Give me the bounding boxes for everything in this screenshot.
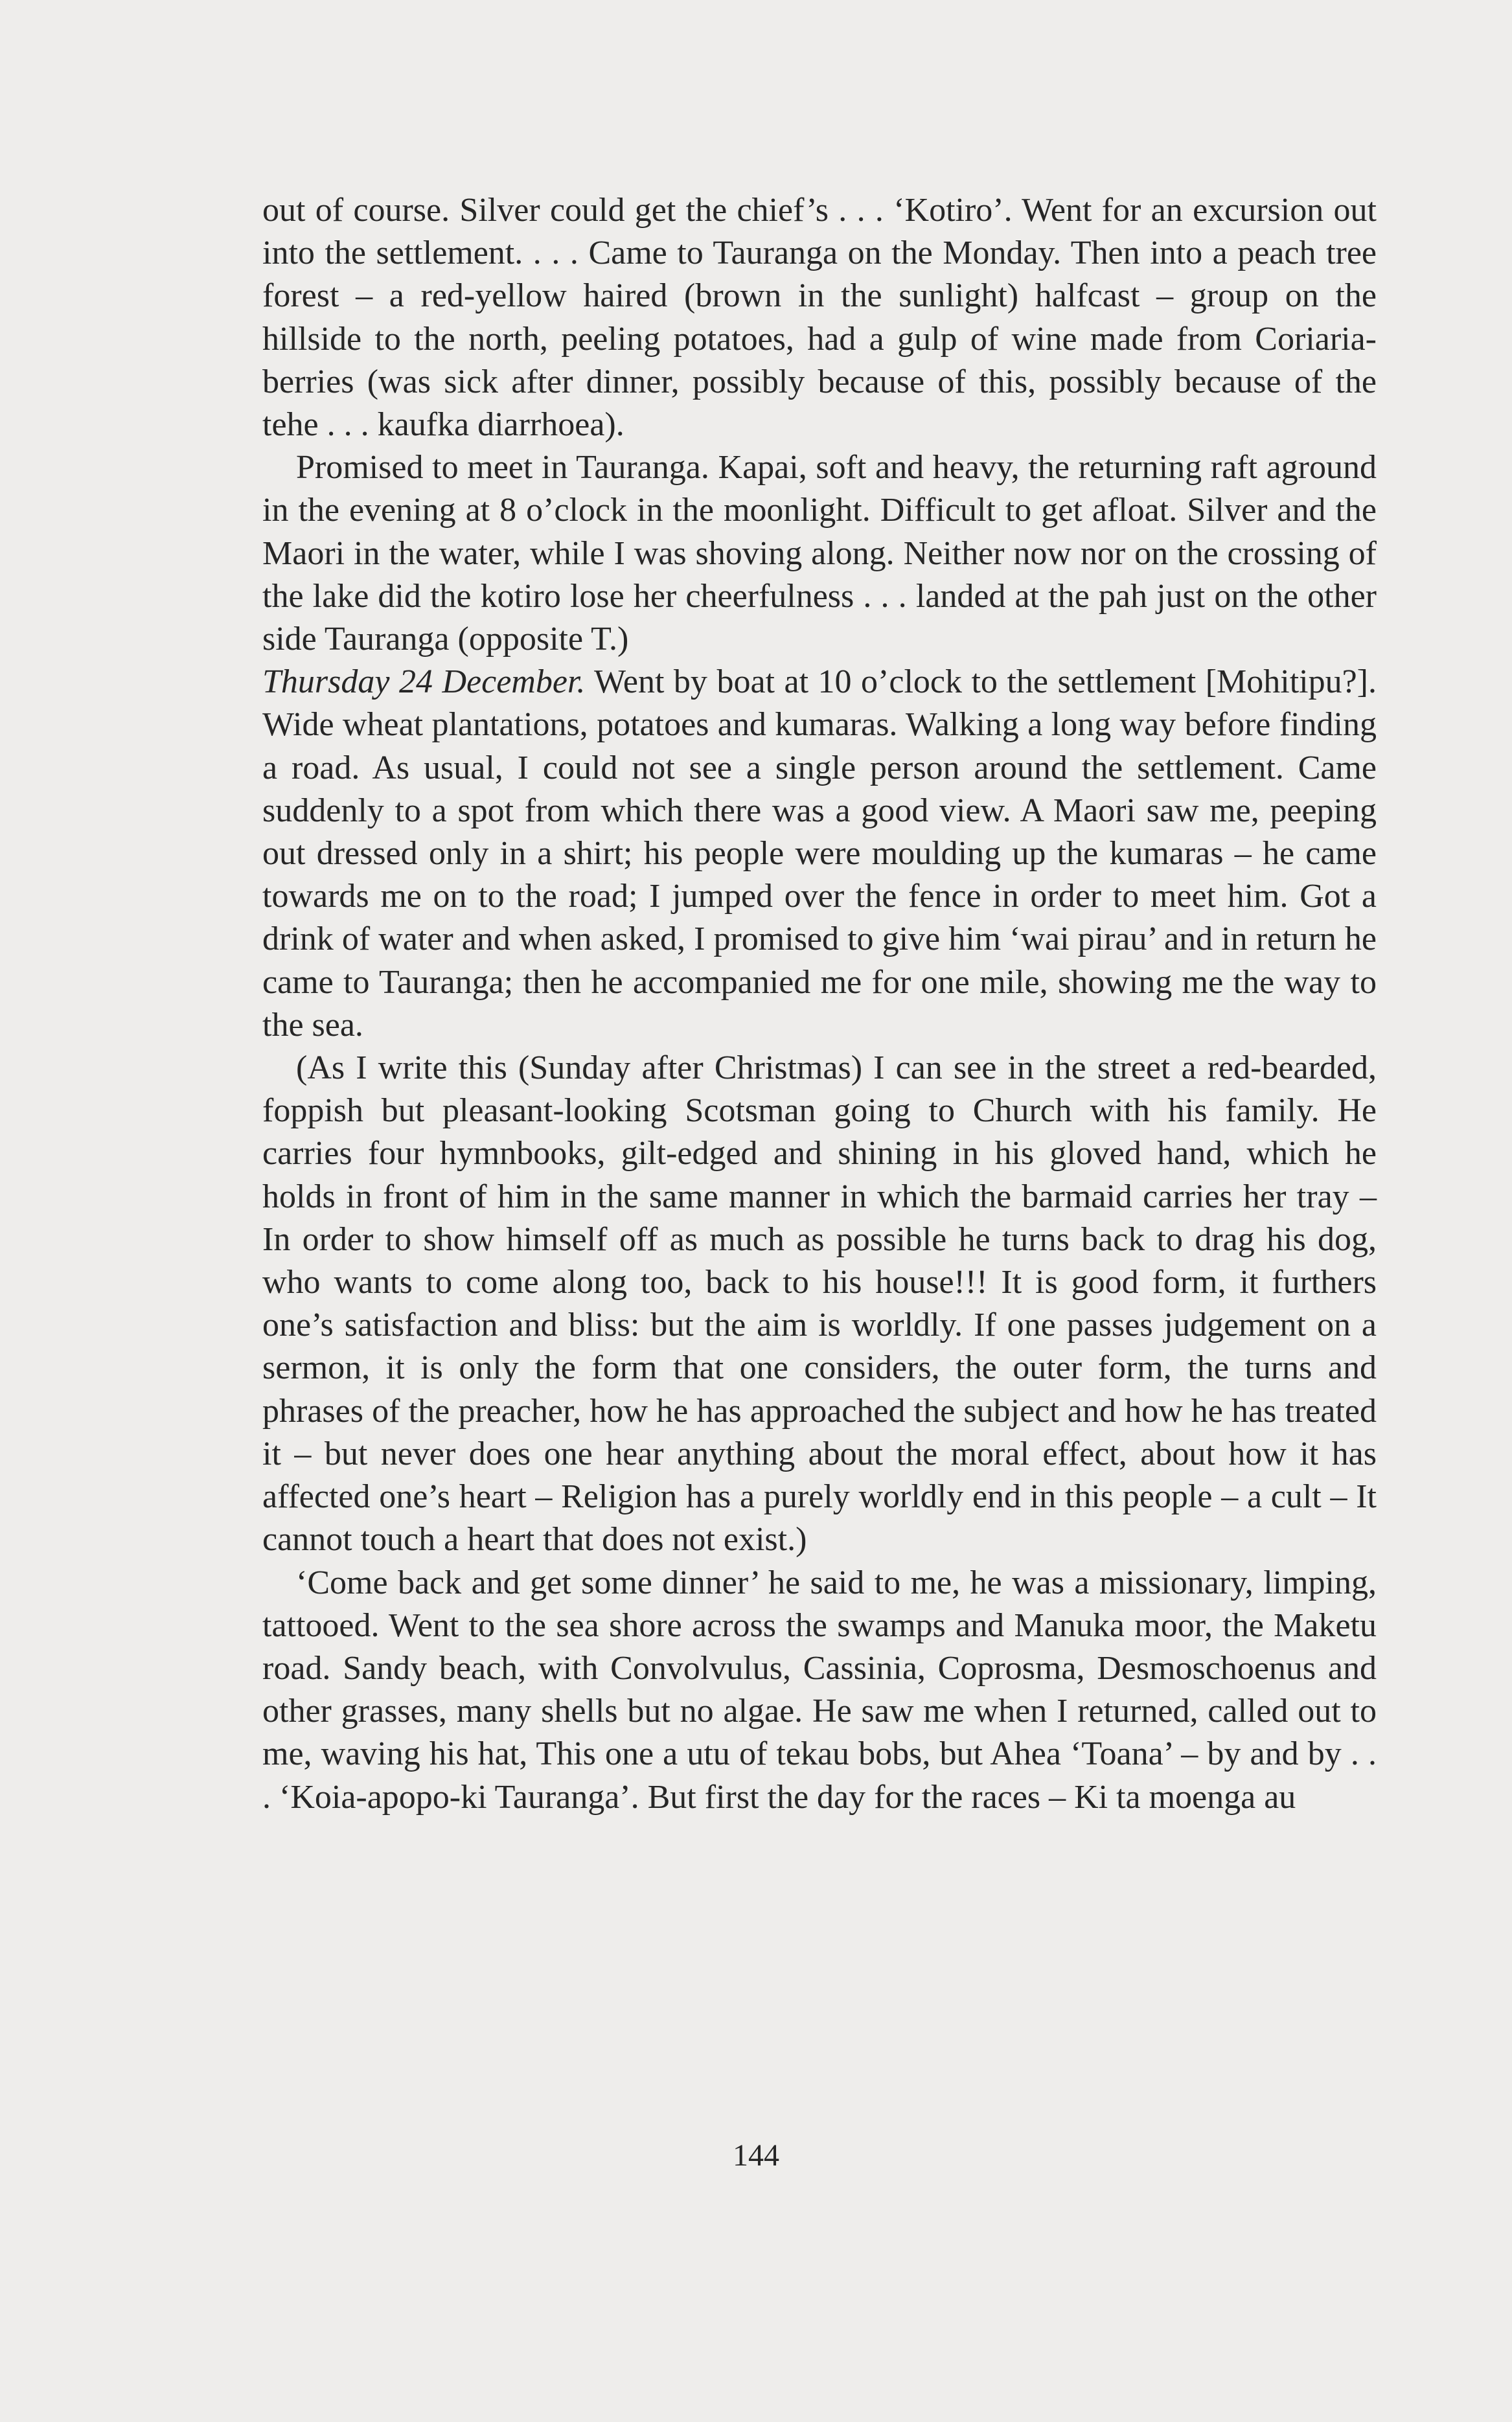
paragraph-3 bbox=[262, 661, 1377, 1047]
date-heading: Thursday 24 December. bbox=[262, 663, 586, 701]
paragraph-4 bbox=[262, 1047, 1377, 1561]
body-text bbox=[262, 189, 1377, 1819]
paragraph-5-text: ‘Come back and get some dinner’ he said to me, he was a missionary, limping, tattooed. Went to the sea shore across the swamps and Manuka moor, the Maketu road. Sandy beach, with Convolvulus, Cassinia, Coprosma, Desmoschoenus and other grasses, many shells but no algae. He saw me when I returned, called out to me, waving his hat, This one a utu of tekau bobs, but Ahea ‘Toana’ – by and by . . . ‘Koia-apopo-ki Tauranga’. But first the day for the races – Ki ta moenga au bbox=[262, 1564, 1377, 1816]
paragraph-4-text: (As I write this (Sunday after Christmas) I can see in the street a red-bearded, foppish but pleasant-looking Scotsman going to Church with his family. He carries four hymnbooks, gilt-edged and shining in his gloved hand, which he holds in front of him in the same manner in which the barmaid carries her tray – In order to show himself off as much as possible he turns back to drag his dog, who wants to come along too, back to his house!!! It is good form, it furthers one’s satisfaction and bliss: but the aim is worldly. If one passes judgement on a sermon, it is only the form that one considers, the outer form, the turns and phrases of the preacher, how he has approached the subject and how he has treated it – but never does one hear anything about the moral effect, about how it has affected one’s heart – Religion has a purely worldly end in this people – a cult – It cannot touch a heart that does not exist.) bbox=[262, 1049, 1377, 1559]
page-number: 144 bbox=[733, 2138, 779, 2173]
paragraph-5 bbox=[262, 1562, 1377, 1819]
paragraph-2-text: Promised to meet in Tauranga. Kapai, soft and heavy, the returning raft aground in the evening at 8 o’clock in the moonlight. Difficult to get afloat. Silver and the Maori in the water, while I was shoving along. Neither now nor on the crossing of the lake did the kotiro lose her cheerfulness . . . landed at the pah just on the other side Tauranga (opposite T.) bbox=[262, 449, 1377, 658]
paragraph-1-text: out of course. Silver could get the chief’s . . . ‘Kotiro’. Went for an excursion out into the settlement. . . . Came to Tauranga on the Monday. Then into a peach tree forest – a red-yellow haired (brown in the sunlight) halfcast – group on the hillside to the north, peeling potatoes, had a gulp of wine made from Coriaria-berries (was sick after dinner, possibly because of this, possibly because of the tehe . . . kaufka diarrhoea). bbox=[262, 192, 1377, 444]
paragraph-3-text: Went by boat at 10 o’clock to the settlement [Mohitipu?]. Wide wheat plantations, potatoes and kumaras. Walking a long way before finding a road. As usual, I could not see a single person around the settlement. Came suddenly to a spot from which there was a good view. A Maori saw me, peeping out dressed only in a shirt; his people were moulding up the kumaras – he came towards me on to the road; I jumped over the fence in order to meet him. Got a drink of water and when asked, I promised to give him ‘wai pirau’ and in return he came to Tauranga; then he accompanied me for one mile, showing me the way to the sea. bbox=[262, 663, 1377, 1044]
paragraph-1 bbox=[262, 189, 1377, 446]
paragraph-2 bbox=[262, 446, 1377, 661]
